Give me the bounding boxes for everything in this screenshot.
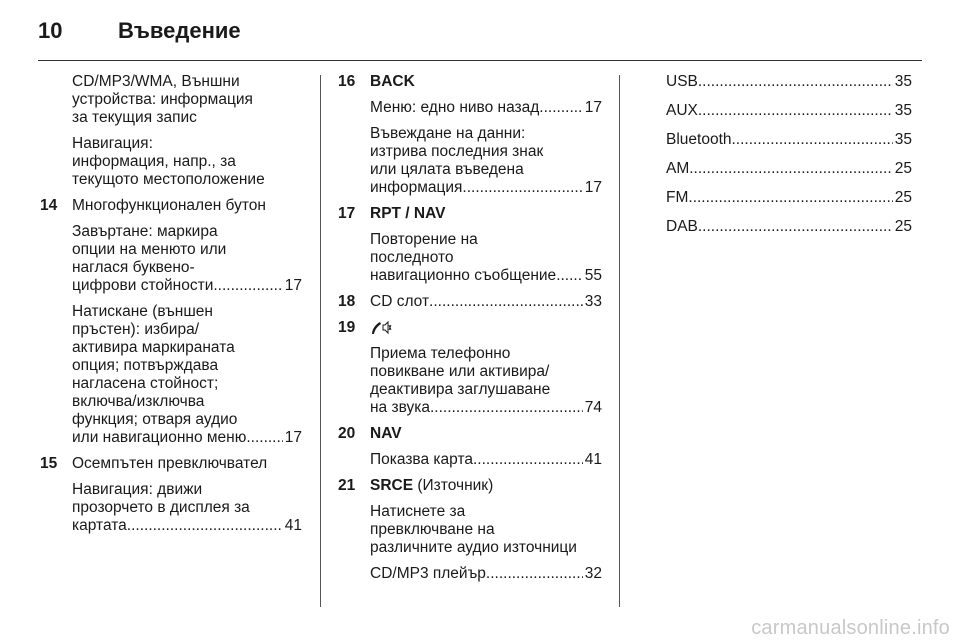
text-line: опция; потвърждава xyxy=(72,357,219,374)
numbered-item xyxy=(40,455,302,535)
dot-leader xyxy=(556,267,583,285)
numbered-item xyxy=(338,293,602,311)
paragraph xyxy=(72,223,302,295)
text-line: последното xyxy=(370,249,454,266)
dotted-entry xyxy=(370,293,602,311)
entry-text: CD/MP3 плейър xyxy=(370,565,486,582)
text-line: Повторение на xyxy=(370,231,478,248)
item-title xyxy=(370,319,602,337)
dotted-entry xyxy=(72,277,302,295)
item-number: 21 xyxy=(338,477,356,494)
numbered-item xyxy=(338,205,602,285)
dot-leader xyxy=(430,399,583,417)
toc-entry xyxy=(666,131,912,149)
spacer xyxy=(338,197,602,205)
text-line: CD/MP3/WMA, Външни xyxy=(72,73,240,90)
spacer xyxy=(338,417,602,425)
text-line: информация, напр., за xyxy=(72,153,236,170)
page-reference: 17 xyxy=(584,179,602,196)
column-3 xyxy=(666,73,912,247)
dotted-entry xyxy=(370,179,602,197)
numbered-item xyxy=(338,477,602,583)
dot-leader xyxy=(698,102,893,120)
paragraph xyxy=(370,99,602,117)
watermark: carmanualsonline.info xyxy=(751,617,950,639)
dotted-entry xyxy=(370,565,602,583)
page-reference: 25 xyxy=(894,189,912,206)
entry-text: навигационно съобщение xyxy=(370,267,557,284)
text-line: Въвеждане на данни: xyxy=(370,125,526,142)
page-number: 10 xyxy=(38,18,63,43)
item-title-text: SRCE xyxy=(370,477,414,494)
entry-text: на звука xyxy=(370,399,430,416)
spacer xyxy=(40,189,302,197)
numbered-item xyxy=(338,319,602,417)
page-reference: 17 xyxy=(584,99,602,116)
header-rule xyxy=(38,60,922,61)
text-line: функция; отваря аудио xyxy=(72,411,238,428)
column-1 xyxy=(40,73,302,535)
item-title xyxy=(370,205,602,223)
text-line: Натиснете за xyxy=(370,503,466,520)
item-number: 19 xyxy=(338,319,356,336)
entry-text: цифрови стойности xyxy=(72,277,214,294)
page-reference: 17 xyxy=(284,429,302,446)
dot-leader xyxy=(688,189,892,207)
item-number: 14 xyxy=(40,197,58,214)
phone-mute-icon xyxy=(370,320,392,336)
entry-text: AM xyxy=(666,160,690,177)
paragraph xyxy=(370,125,602,197)
text-line: включва/изключва xyxy=(72,393,205,410)
dotted-entry xyxy=(370,99,602,117)
paragraph xyxy=(370,451,602,469)
text-line: изтрива последния знак xyxy=(370,143,544,160)
text-line: Натискане (външен xyxy=(72,303,213,320)
dotted-entry xyxy=(370,451,602,469)
item-title xyxy=(72,455,302,473)
page-reference: 32 xyxy=(584,565,602,582)
toc-entry xyxy=(666,189,912,207)
spacer xyxy=(40,447,302,455)
item-number: 20 xyxy=(338,425,356,442)
dot-leader xyxy=(473,451,583,469)
paragraph xyxy=(72,303,302,447)
paragraph xyxy=(72,73,302,127)
text-line: прозорчето в дисплея за xyxy=(72,499,250,516)
column-divider xyxy=(619,75,620,607)
text-line: Завъртане: маркира xyxy=(72,223,218,240)
paragraph xyxy=(72,135,302,189)
toc-entry xyxy=(666,73,912,91)
text-line: нагласена стойност; xyxy=(72,375,219,392)
entry-text: CD слот xyxy=(370,293,430,310)
text-line: Приема телефонно xyxy=(370,345,511,362)
entry-text: Меню: едно ниво назад xyxy=(370,99,540,116)
text-line: опции на менюто или xyxy=(72,241,227,258)
item-title-text: Осемпътен превключвател xyxy=(72,455,268,472)
page-reference: 41 xyxy=(284,517,302,534)
item-number: 17 xyxy=(338,205,356,222)
dot-leader xyxy=(246,429,282,447)
entry-text: информация xyxy=(370,179,463,196)
dotted-entry xyxy=(370,399,602,417)
dot-leader xyxy=(698,73,893,91)
dotted-entry xyxy=(72,517,302,535)
page-reference: 35 xyxy=(894,73,912,90)
entry-text: картата xyxy=(72,517,127,534)
entry-text: USB xyxy=(666,73,698,90)
entry-text: DAB xyxy=(666,218,698,235)
dot-leader xyxy=(689,160,893,178)
page-reference: 33 xyxy=(584,293,602,310)
text-line: Навигация: xyxy=(72,135,153,152)
paragraph xyxy=(370,231,602,285)
item-title xyxy=(370,73,602,91)
intro-text xyxy=(40,73,302,189)
page-reference: 41 xyxy=(584,451,602,468)
text-line: деактивира заглушаване xyxy=(370,381,551,398)
text-line: активира маркираната xyxy=(72,339,235,356)
text-line: повикване или активира/ xyxy=(370,363,550,380)
page-reference: 17 xyxy=(284,277,302,294)
dot-leader xyxy=(539,99,582,117)
page-header xyxy=(0,0,960,62)
paragraph xyxy=(370,503,602,557)
numbered-item xyxy=(338,73,602,197)
page-reference: 35 xyxy=(894,131,912,148)
entry-text: AUX xyxy=(666,102,698,119)
item-title xyxy=(370,425,602,443)
dot-leader xyxy=(127,517,283,535)
text-line: за текущия запис xyxy=(72,109,197,126)
numbered-item xyxy=(40,197,302,447)
toc-entry xyxy=(666,160,912,178)
text-line: превключване на xyxy=(370,521,495,538)
paragraph xyxy=(370,565,602,583)
item-number: 15 xyxy=(40,455,58,472)
page-reference: 35 xyxy=(894,102,912,119)
dotted-entry xyxy=(370,267,602,285)
dot-leader xyxy=(213,277,282,295)
spacer xyxy=(338,469,602,477)
numbered-item xyxy=(338,425,602,469)
text-line: пръстен): избира/ xyxy=(72,321,200,338)
text-line: Навигация: движи xyxy=(72,481,203,498)
item-title-text: Многофункционален бутон xyxy=(72,197,266,214)
entry-text: Bluetooth xyxy=(666,131,732,148)
paragraph xyxy=(72,481,302,535)
dot-leader xyxy=(486,565,583,583)
item-title-text: BACK xyxy=(370,73,415,90)
item-title-text: RPT / NAV xyxy=(370,205,446,222)
dot-leader xyxy=(462,179,582,197)
text-line: или цялата въведена xyxy=(370,161,524,178)
text-line: текущото местоположение xyxy=(72,171,265,188)
item-title-text: NAV xyxy=(370,425,402,442)
page-reference: 25 xyxy=(894,160,912,177)
section-title: Въведение xyxy=(118,18,241,43)
entry-text: Показва карта xyxy=(370,451,473,468)
page-reference: 25 xyxy=(894,218,912,235)
dot-leader xyxy=(732,131,893,149)
item-number: 16 xyxy=(338,73,356,90)
item-number: 18 xyxy=(338,293,356,310)
text-line: устройства: информация xyxy=(72,91,253,108)
entry-text: или навигационно меню xyxy=(72,429,247,446)
entry-text: FM xyxy=(666,189,689,206)
spacer xyxy=(338,311,602,319)
spacer xyxy=(338,285,602,293)
dotted-entry xyxy=(72,429,302,447)
text-line: различните аудио източници xyxy=(370,539,577,556)
paragraph xyxy=(370,345,602,417)
toc-entry xyxy=(666,102,912,120)
item-title xyxy=(370,477,602,495)
text-line: наглася буквено- xyxy=(72,259,195,276)
toc-entry xyxy=(666,218,912,236)
column-divider xyxy=(320,75,321,607)
item-title-suffix: (Източник) xyxy=(413,477,494,494)
column-2 xyxy=(338,73,602,583)
page-reference: 55 xyxy=(584,267,602,284)
item-title xyxy=(72,197,302,215)
dot-leader xyxy=(698,218,893,236)
page-reference: 74 xyxy=(584,399,602,416)
dot-leader xyxy=(429,293,583,311)
